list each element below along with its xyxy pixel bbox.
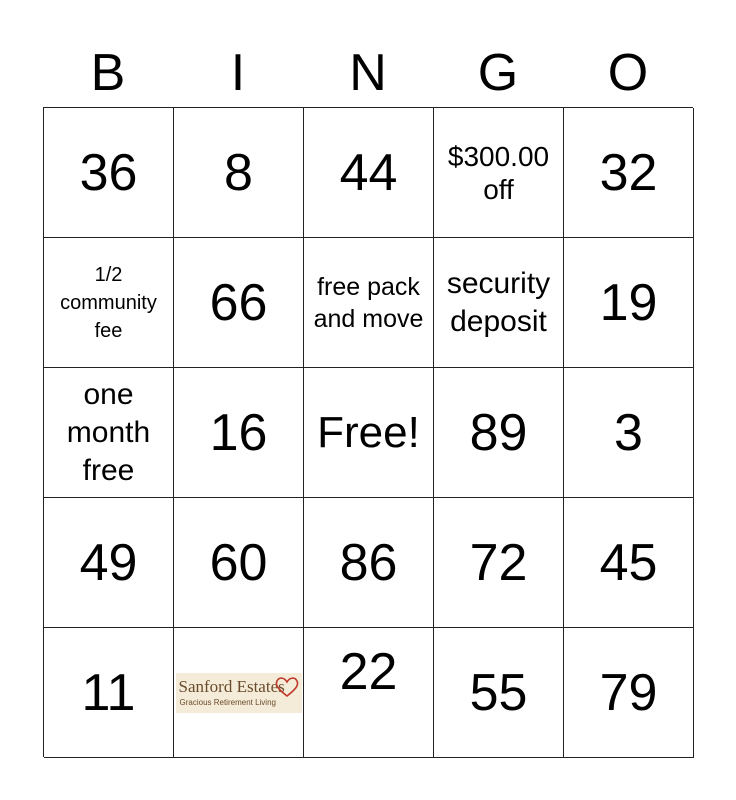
bingo-cell[interactable]	[564, 238, 694, 368]
cell-text: free pack and move	[313, 272, 424, 333]
cell-text: $300.00 off	[447, 140, 550, 205]
cell-text: 79	[599, 663, 658, 722]
cell-text: security deposit	[446, 266, 551, 338]
header-letter-b: B	[90, 44, 126, 102]
free-cell[interactable]	[304, 368, 434, 498]
bingo-cell[interactable]	[434, 498, 564, 628]
bingo-cell[interactable]	[564, 628, 694, 758]
bingo-cell[interactable]	[44, 238, 174, 368]
logo-name: Sanford Estates	[178, 676, 285, 696]
bingo-cell[interactable]	[304, 108, 434, 238]
bingo-cell[interactable]	[434, 108, 564, 238]
bingo-cell[interactable]	[564, 108, 694, 238]
bingo-cell[interactable]	[434, 238, 564, 368]
header-letter-n: N	[349, 44, 387, 102]
cell-text: 32	[599, 143, 658, 202]
bingo-cell[interactable]	[174, 498, 304, 628]
cell-text: Free!	[317, 407, 420, 457]
header-letter-o: O	[607, 44, 649, 102]
header-letter-i: I	[230, 44, 246, 102]
cell-text: 49	[79, 533, 138, 592]
cell-text: 89	[469, 403, 528, 462]
bingo-cell[interactable]	[44, 498, 174, 628]
bingo-cell[interactable]	[304, 628, 434, 758]
cell-text: 16	[209, 403, 268, 462]
bingo-cell[interactable]	[174, 238, 304, 368]
bingo-cell[interactable]	[304, 238, 434, 368]
cell-text: 11	[81, 663, 136, 722]
logo-tagline: Gracious Retirement Living	[179, 697, 276, 707]
bingo-cell[interactable]	[44, 368, 174, 498]
cell-text: 22	[339, 643, 398, 701]
bingo-cell[interactable]	[174, 368, 304, 498]
cell-text: one month free	[66, 377, 151, 487]
cell-text: 72	[469, 533, 528, 592]
cell-text: 36	[79, 143, 138, 202]
bingo-cell[interactable]	[434, 628, 564, 758]
cell-text: 60	[209, 533, 268, 592]
cell-text: 3	[614, 403, 643, 462]
bingo-card	[43, 107, 693, 757]
header-letter-g: G	[477, 44, 519, 102]
cell-text: 45	[599, 533, 658, 592]
bingo-cell[interactable]	[174, 108, 304, 238]
bingo-cell[interactable]	[44, 628, 174, 758]
logo-cell[interactable]	[174, 628, 304, 758]
cell-text: 19	[599, 273, 658, 332]
sanford-estates-logo	[176, 673, 302, 713]
bingo-cell[interactable]	[304, 498, 434, 628]
bingo-header	[43, 40, 693, 106]
cell-text: 1/2 community fee	[60, 263, 157, 342]
cell-text: 8	[224, 143, 253, 202]
bingo-cell[interactable]	[564, 368, 694, 498]
bingo-cell[interactable]	[44, 108, 174, 238]
bingo-cell[interactable]	[434, 368, 564, 498]
cell-text: 86	[339, 533, 398, 592]
cell-text: 66	[209, 273, 268, 332]
cell-text: 44	[339, 143, 398, 202]
bingo-cell[interactable]	[564, 498, 694, 628]
heart-icon	[274, 675, 300, 699]
cell-text: 55	[469, 663, 528, 722]
